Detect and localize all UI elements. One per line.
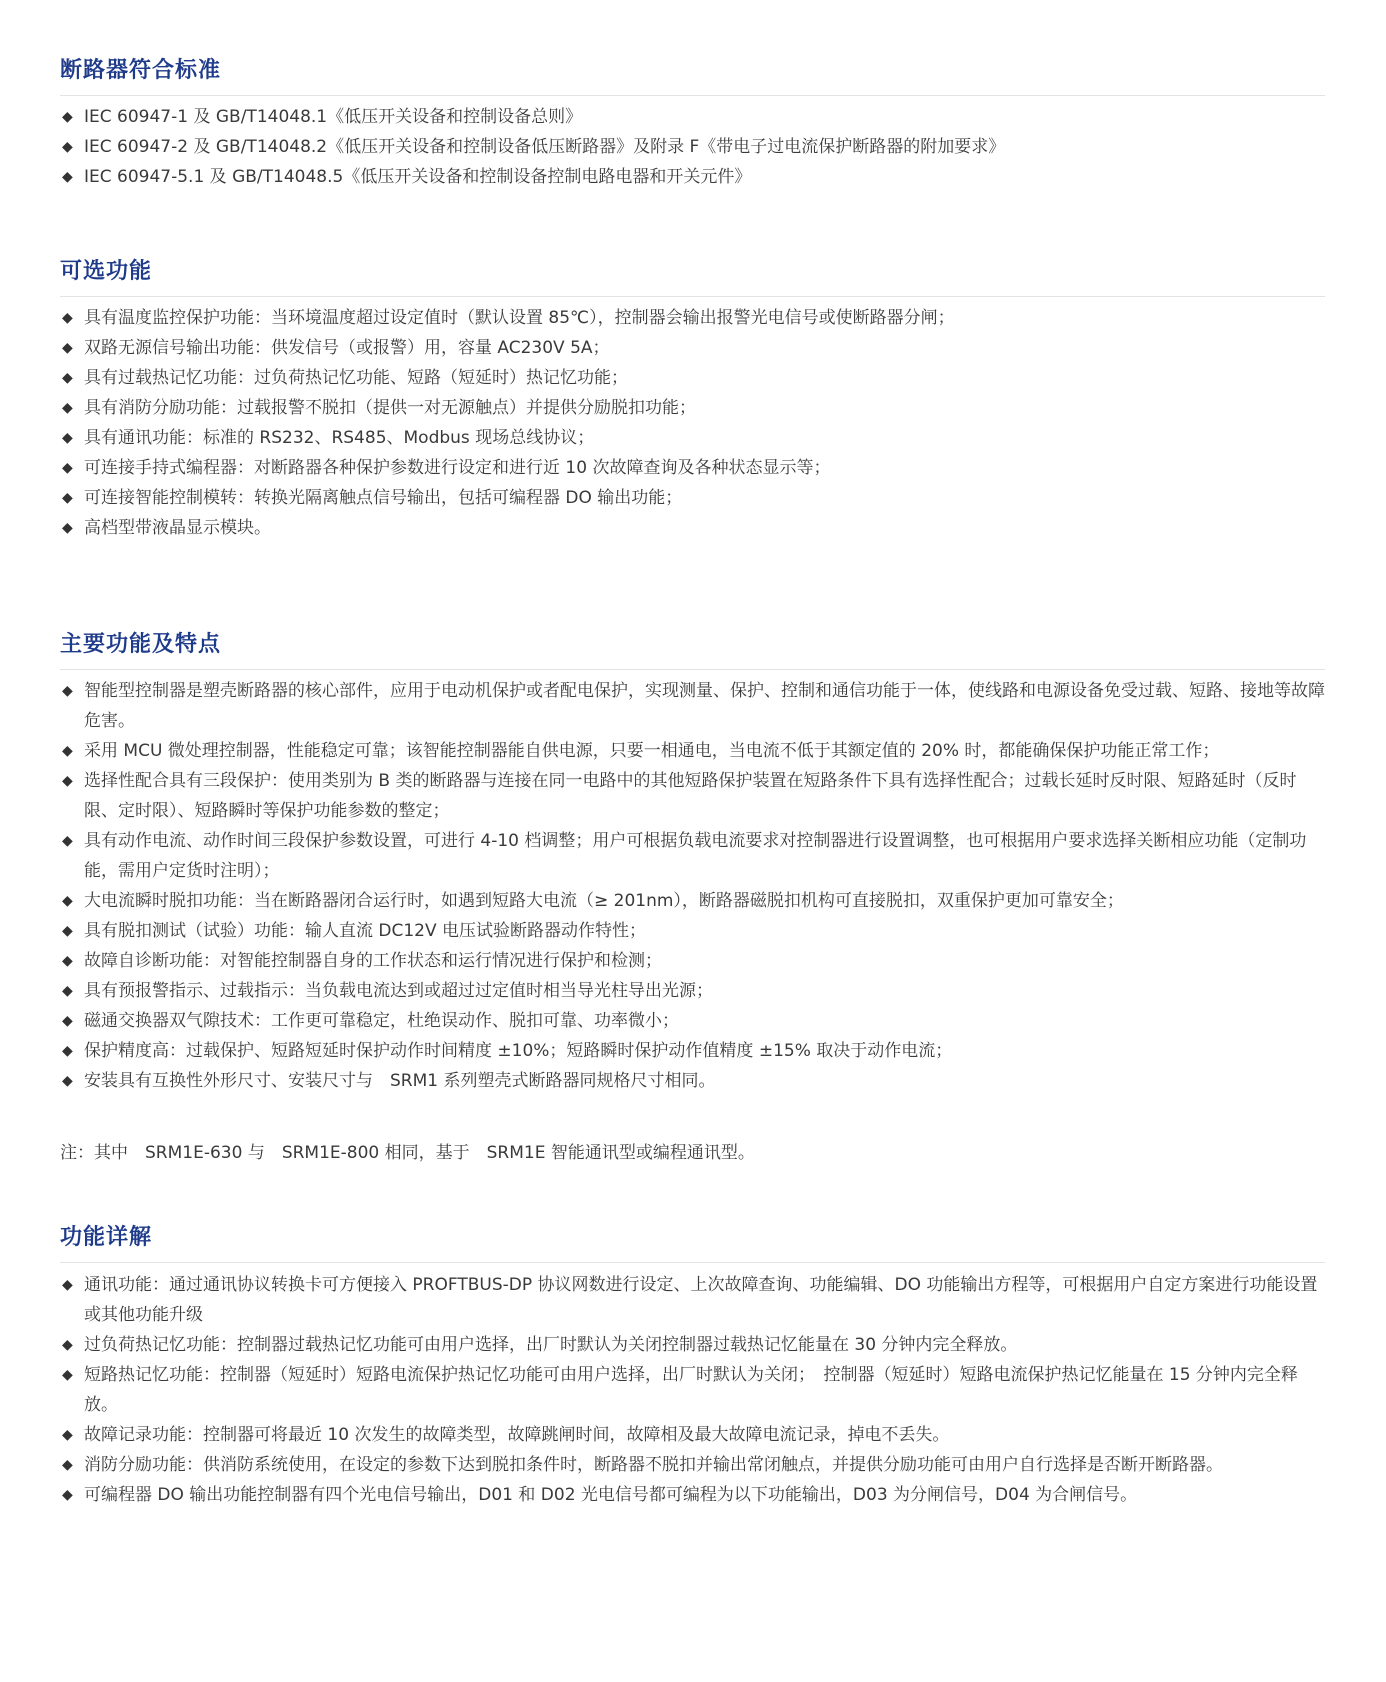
list-item: ◆ IEC 60947-5.1 及 GB/T14048.5《低压开关设备和控制设备控制电路电器和开关元件》 (60, 162, 1325, 192)
list-item: ◆ IEC 60947-1 及 GB/T14048.1《低压开关设备和控制设备总则》 (60, 102, 1325, 132)
details-divider (60, 1262, 1325, 1263)
diamond-bullet-icon: ◆ (62, 400, 73, 416)
diamond-bullet-icon: ◆ (62, 1013, 73, 1029)
list-item: ◆ 短路热记忆功能：控制器（短延时）短路电流保护热记忆功能可由用户选择，出厂时默认为关闭； 控制器（短延时）短路电流保护热记忆能量在 15 分钟内完全释放。 (60, 1360, 1325, 1420)
diamond-bullet-icon: ◆ (62, 340, 73, 356)
list-item: ◆ 高档型带液晶显示模块。 (60, 513, 1325, 543)
diamond-bullet-icon: ◆ (62, 893, 73, 909)
diamond-bullet-icon: ◆ (62, 743, 73, 759)
diamond-bullet-icon: ◆ (62, 1367, 73, 1383)
diamond-bullet-icon: ◆ (62, 169, 73, 185)
list-item: ◆ 具有消防分励功能：过载报警不脱扣（提供一对无源触点）并提供分励脱扣功能； (60, 393, 1325, 423)
optional-title: 可选功能 (60, 259, 153, 284)
features-title: 主要功能及特点 (60, 632, 222, 657)
details-list (60, 1270, 1325, 1510)
list-item: ◆ 可连接智能控制模转：转换光隔离触点信号输出，包括可编程器 DO 输出功能； (60, 483, 1325, 513)
list-item: ◆ 故障记录功能：控制器可将最近 10 次发生的故障类型，故障跳闸时间，故障相及最大故障电流记录，掉电不丢失。 (60, 1420, 1325, 1450)
list-item: ◆ 具有过载热记忆功能：过负荷热记忆功能、短路（短延时）热记忆功能； (60, 363, 1325, 393)
list-item: ◆ 通讯功能：通过通讯协议转换卡可方便接入 PROFTBUS-DP 协议网数进行设定、上次故障查询、功能编辑、DO 功能输出方程等，可根据用户自定方案进行功能设置或其他功能升级 (60, 1270, 1325, 1330)
diamond-bullet-icon: ◆ (62, 460, 73, 476)
list-item: ◆ 过负荷热记忆功能：控制器过载热记忆功能可由用户选择，出厂时默认为关闭控制器过载热记忆能量在 30 分钟内完全释放。 (60, 1330, 1325, 1360)
diamond-bullet-icon: ◆ (62, 1277, 73, 1293)
list-item: ◆ 可编程器 DO 输出功能控制器有四个光电信号输出，D01 和 D02 光电信号都可编程为以下功能输出，D03 为分闸信号，D04 为合闸信号。 (60, 1480, 1325, 1510)
details-title: 功能详解 (60, 1225, 153, 1250)
list-item: ◆ 选择性配合具有三段保护：使用类别为 B 类的断路器与连接在同一电路中的其他短路保护装置在短路条件下具有选择性配合；过载长延时反时限、短路延时（反时限、定时限）、短路瞬时等保护功能参数的整定； (60, 766, 1325, 826)
diamond-bullet-icon: ◆ (62, 139, 73, 155)
list-item: ◆ 采用 MCU 微处理控制器，性能稳定可靠；该智能控制器能自供电源，只要一相通电，当电流不低于其额定值的 20% 时，都能确保保护功能正常工作； (60, 736, 1325, 766)
diamond-bullet-icon: ◆ (62, 833, 73, 849)
list-item: ◆ 具有动作电流、动作时间三段保护参数设置，可进行 4-10 档调整；用户可根据负载电流要求对控制器进行设置调整，也可根据用户要求选择关断相应功能（定制功能，需用户定货时注明）； (60, 826, 1325, 886)
diamond-bullet-icon: ◆ (62, 773, 73, 789)
list-item: ◆ 具有通讯功能：标准的 RS232、RS485、Modbus 现场总线协议； (60, 423, 1325, 453)
features-divider (60, 669, 1325, 670)
diamond-bullet-icon: ◆ (62, 1487, 73, 1503)
list-item: ◆ 大电流瞬时脱扣功能：当在断路器闭合运行时，如遇到短路大电流（≥ 201nm），断路器磁脱扣机构可直接脱扣，双重保护更加可靠安全； (60, 886, 1325, 916)
list-item: ◆ 智能型控制器是塑壳断路器的核心部件，应用于电动机保护或者配电保护，实现测量、保护、控制和通信功能于一体，使线路和电源设备免受过载、短路、接地等故障危害。 (60, 676, 1325, 736)
diamond-bullet-icon: ◆ (62, 430, 73, 446)
standards-divider (60, 95, 1325, 96)
diamond-bullet-icon: ◆ (62, 923, 73, 939)
list-item: ◆ 安装具有互换性外形尺寸、安装尺寸与 SRM1 系列塑壳式断路器同规格尺寸相同。 (60, 1066, 1325, 1096)
list-item: ◆ 保护精度高：过载保护、短路短延时保护动作时间精度 ±10%；短路瞬时保护动作值精度 ±15% 取决于动作电流； (60, 1036, 1325, 1066)
diamond-bullet-icon: ◆ (62, 520, 73, 536)
diamond-bullet-icon: ◆ (62, 1427, 73, 1443)
diamond-bullet-icon: ◆ (62, 1457, 73, 1473)
diamond-bullet-icon: ◆ (62, 1043, 73, 1059)
list-item: ◆ 双路无源信号输出功能：供发信号（或报警）用，容量 AC230V 5A； (60, 333, 1325, 363)
diamond-bullet-icon: ◆ (62, 310, 73, 326)
features-note: 注：其中 SRM1E-630 与 SRM1E-800 相同，基于 SRM1E 智能通讯型或编程通讯型。 (60, 1143, 755, 1163)
diamond-bullet-icon: ◆ (62, 953, 73, 969)
list-item: ◆ 具有预报警指示、过载指示：当负载电流达到或超过过定值时相当导光柱导出光源； (60, 976, 1325, 1006)
diamond-bullet-icon: ◆ (62, 1073, 73, 1089)
features-list (60, 676, 1325, 1096)
diamond-bullet-icon: ◆ (62, 370, 73, 386)
standards-list (60, 102, 1325, 192)
diamond-bullet-icon: ◆ (62, 490, 73, 506)
standards-title: 断路器符合标准 (60, 58, 222, 83)
list-item: ◆ IEC 60947-2 及 GB/T14048.2《低压开关设备和控制设备低压断路器》及附录 F《带电子过电流保护断路器的附加要求》 (60, 132, 1325, 162)
list-item: ◆ 故障自诊断功能：对智能控制器自身的工作状态和运行情况进行保护和检测； (60, 946, 1325, 976)
diamond-bullet-icon: ◆ (62, 983, 73, 999)
list-item: ◆ 可连接手持式编程器：对断路器各种保护参数进行设定和进行近 10 次故障查询及各种状态显示等； (60, 453, 1325, 483)
list-item: ◆ 具有温度监控保护功能：当环境温度超过设定值时（默认设置 85℃），控制器会输出报警光电信号或使断路器分闸； (60, 303, 1325, 333)
optional-divider (60, 296, 1325, 297)
diamond-bullet-icon: ◆ (62, 683, 73, 699)
list-item: ◆ 消防分励功能：供消防系统使用，在设定的参数下达到脱扣条件时，断路器不脱扣并输出常闭触点，并提供分励功能可由用户自行选择是否断开断路器。 (60, 1450, 1325, 1480)
list-item: ◆ 磁通交换器双气隙技术：工作更可靠稳定，杜绝误动作、脱扣可靠、功率微小； (60, 1006, 1325, 1036)
diamond-bullet-icon: ◆ (62, 1337, 73, 1353)
list-item: ◆ 具有脱扣测试（试验）功能：输人直流 DC12V 电压试验断路器动作特性； (60, 916, 1325, 946)
diamond-bullet-icon: ◆ (62, 109, 73, 125)
optional-list (60, 303, 1325, 543)
